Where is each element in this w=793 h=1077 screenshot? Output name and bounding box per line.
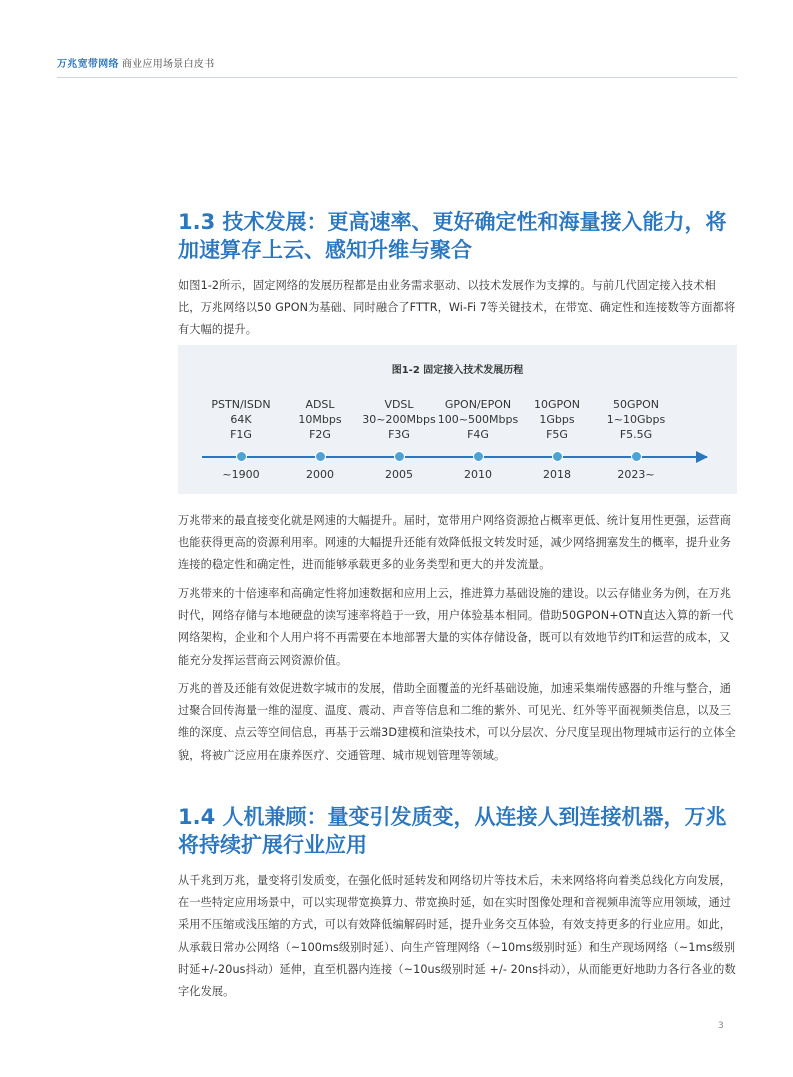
section-1-4-heading: 1.4 人机兼顾：量变引发质变，从连接人到连接机器，万兆将持续扩展行业应用 bbox=[178, 805, 727, 857]
running-header bbox=[57, 55, 215, 70]
timeline-year: 2000 bbox=[306, 468, 334, 481]
header-brand: 万兆宽带网络 bbox=[57, 59, 119, 70]
milestone-speed: 1Gbps bbox=[539, 413, 575, 426]
milestone-tech: VDSL bbox=[384, 398, 414, 411]
milestone-generation: F2G bbox=[309, 428, 331, 441]
milestone-speed: 64K bbox=[230, 413, 252, 426]
section-1-3-paragraph-3: 万兆带来的十倍速率和高确定性将加速数据和应用上云，推进算力基础设施的建设。以云存储业务为例，在万兆时代，网络存储与本地硬盘的读写速率将趋于一致，用户体验基本相同。借助50GPON+OTN直达入算的新一代网络架构，企业和个人用户将不再需要在本地部署大量的实体存储设备，既可以有效地节约IT和运营的成本，又能充分发挥运营商云网资源价值。 bbox=[178, 587, 734, 667]
figure-timeline bbox=[178, 345, 737, 494]
timeline-dot bbox=[473, 451, 484, 462]
timeline-dot bbox=[552, 451, 563, 462]
milestone-generation: F5G bbox=[546, 428, 568, 441]
timeline-year: 2005 bbox=[385, 468, 413, 481]
timeline-year: 2018 bbox=[543, 468, 571, 481]
milestone-generation: F3G bbox=[388, 428, 410, 441]
milestone-speed: 30~200Mbps bbox=[362, 413, 436, 426]
timeline-year: ~1900 bbox=[222, 468, 260, 481]
section-1-3-paragraph-2: 万兆带来的最直接变化就是网速的大幅提升。届时，宽带用户网络资源抢占概率更低、统计复用性更强，运营商也能获得更高的资源利用率。网速的大幅提升还能有效降低报文转发时延，减少网络拥塞发生的概率，提升业务连接的稳定性和确定性，进而能够承载更多的业务类型和更大的并发流量。 bbox=[178, 514, 732, 572]
milestone bbox=[588, 397, 684, 442]
figure-title: 图1-2 固定接入技术发展历程 bbox=[391, 365, 524, 376]
timeline-arrow-icon bbox=[696, 451, 708, 463]
milestone-tech: PSTN/ISDN bbox=[211, 398, 271, 411]
milestone-generation: F5.5G bbox=[619, 428, 653, 441]
timeline-year: 2010 bbox=[464, 468, 492, 481]
milestone-tech: 50GPON bbox=[612, 398, 660, 411]
section-1-3-paragraph-4: 万兆的普及还能有效促进数字城市的发展，借助全面覆盖的光纤基础设施，加速采集端传感器的升维与整合，通过聚合回传海量一维的湿度、温度、震动、声音等信息和二维的紫外、可见光、红外等平面视频类信息，以及三维的深度、点云等空间信息，再基于云端3D建模和渲染技术，可以分层次、分尺度呈现出物理城市运行的立体全貌，将被广泛应用在康养医疗、交通管理、城市规划管理等领域。 bbox=[178, 682, 736, 762]
milestone-generation: F4G bbox=[467, 428, 489, 441]
milestone-speed: 100~500Mbps bbox=[437, 413, 519, 426]
milestone-tech: ADSL bbox=[305, 398, 335, 411]
milestone-tech: GPON/EPON bbox=[444, 398, 512, 411]
section-1-3-heading: 1.3 技术发展：更高速率、更好确定性和海量接入能力，将加速算存上云、感知升维与聚合 bbox=[178, 210, 727, 262]
page-number: 3 bbox=[718, 1021, 724, 1031]
header-divider bbox=[57, 77, 737, 78]
header-subtitle: 商业应用场景白皮书 bbox=[121, 59, 215, 70]
timeline-dot bbox=[236, 451, 247, 462]
milestone-tech: 10GPON bbox=[533, 398, 581, 411]
timeline-dot bbox=[394, 451, 405, 462]
section-1-4-paragraph: 从千兆到万兆，量变将引发质变，在强化低时延转发和网络切片等技术后，未来网络将向着类总线化方向发展，在一些特定应用场景中，可以实现带宽换算力、带宽换时延，如在实时图像处理和音视频串流等应用领域，通过采用不压缩或浅压缩的方式，可以有效降低编解码时延，提升业务交互体验，有效支持更多的行业应用。如此，从承载日常办公网络（~100ms级别时延）、向生产管理网络（~10ms级别时延）和生产现场网络（~1ms级别时延+/-20us抖动）延伸，直至机器内连接（~10us级别时延 +/- 20ns抖动），从而能更好地助力各行各业的数字化发展。 bbox=[178, 874, 736, 999]
timeline-year: 2023~ bbox=[617, 468, 655, 481]
timeline-dot bbox=[631, 451, 642, 462]
section-1-3-paragraph-1: 如图1-2所示，固定网络的发展历程都是由业务需求驱动、以技术发展作为支撑的。与前几代固定接入技术相比，万兆网络以50 GPON为基础、同时融合了FTTR，Wi-Fi 7等关键技术，在带宽、确定性和连接数等方面都将有大幅的提升。 bbox=[178, 279, 736, 337]
milestone-speed: 1~10Gbps bbox=[606, 413, 666, 426]
milestone-generation: F1G bbox=[230, 428, 252, 441]
milestone-speed: 10Mbps bbox=[298, 413, 342, 426]
timeline-dot bbox=[315, 451, 326, 462]
